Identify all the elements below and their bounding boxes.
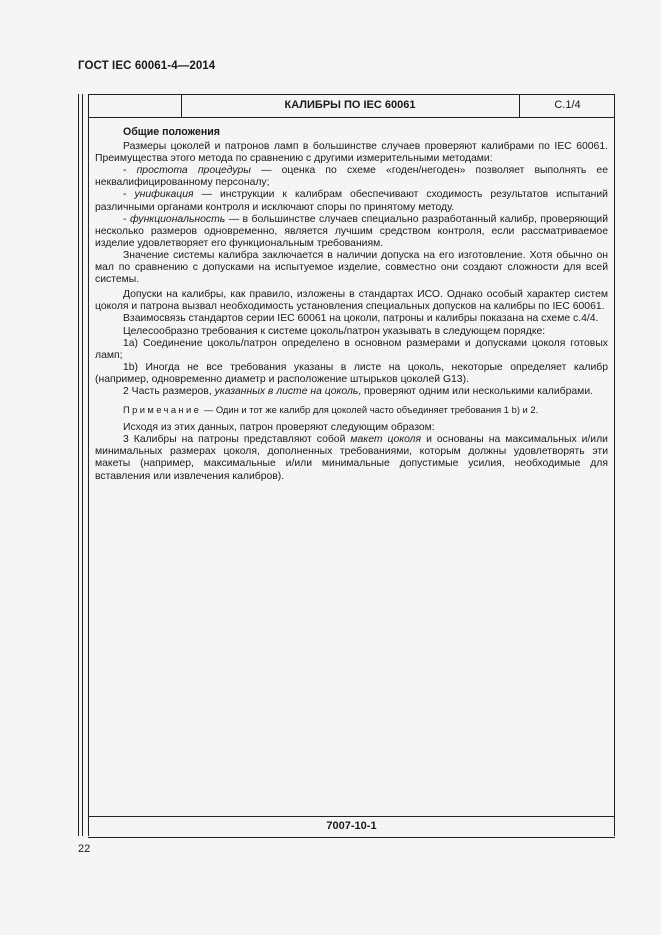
paragraph: Размеры цоколей и патронов ламп в большинстве случаев проверяют калибрами по IEC 60061. Преимущества этого метода по сравнению с другими измерительными методами: (95, 141, 608, 165)
paragraph: 1b) Иногда не все требования указаны в листе на цоколь, некоторые определяет калибр (например, одновременно диаметр и расположение штырьков цоколей G13). (95, 361, 608, 385)
list-item-term: унификация (134, 189, 194, 201)
document-body (95, 126, 608, 483)
frame-line (82, 94, 83, 836)
footer-code: 7007-10-1 (88, 816, 615, 838)
note-label: Примечание (123, 404, 202, 416)
paragraph: Исходя из этих данных, патрон проверяют следующим образом: (123, 422, 435, 434)
document-header: ГОСТ IEC 60061-4—2014 (78, 60, 216, 72)
paragraph: Значение системы калибра заключается в наличии допуска на его изготовление. Хотя обычно он мал по сравнению с допусками на испытуемое изделие, совместно они создают сложности для всей системы. (95, 249, 608, 286)
paragraph: 3 Калибры на патроны представляют собой макет цоколя и основаны на максимальных и/или минимальных размерах цоколя, дополненных требованиями, которым должны удовлетворять эти макеты (например, максимальные и/или минимальные допустимые усилия, необходимые для вставления или извлечения калибров). (95, 434, 608, 482)
paragraph: Целесообразно требования к системе цоколь/патрон указывать в следующем порядке: (123, 325, 546, 337)
paragraph: 1а) Соединение цоколь/патрон определено в основном размерами и допусками цоколя готовых ламп; (95, 337, 608, 361)
list-item: - функциональность — в большинстве случаев специально разработанный калибр, проверяющий несколько размеров одновременно, является лучшим средством контроля, если рассматриваемое изделие удовлетворяет его функциональным требованиям. (95, 213, 608, 249)
frame-line (78, 94, 79, 836)
list-item-term: функциональность (129, 213, 226, 225)
list-item: - простота процедуры — оценка по схеме «годен/негоден» позволяет выполнять ее неквалифицированному персоналу; (95, 165, 608, 189)
section-heading: Общие положения (123, 126, 220, 138)
frame-line (88, 94, 89, 836)
sheet-number: С.1/4 (554, 99, 581, 111)
sheet-title: КАЛИБРЫ ПО IEC 60061 (181, 95, 520, 117)
title-block (88, 94, 615, 118)
page-number: 22 (78, 843, 91, 855)
frame-line (614, 94, 615, 836)
list-item-term: простота процедуры (136, 165, 251, 177)
note: Примечание — Один и тот же калибр для цоколей часто объединяет требования 1 b) и 2. (123, 404, 539, 416)
list-item: - унификация — инструкции к калибрам обеспечивают сходимость результатов испытаний различными органами контроля и исключают споры по принятому методу. (95, 189, 608, 213)
paragraph: Допуски на калибры, как правило, изложены в стандартах ИСО. Однако особый характер систем цоколя и патрона вызвал необходимость установления специальных допусков на калибры по IEC 60061. (95, 289, 608, 313)
paragraph: 2 Часть размеров, указанных в листе на цоколь, проверяют одним или несколькими калибрами. (123, 385, 594, 397)
paragraph: Взаимосвязь стандартов серии IEC 60061 на цоколи, патроны и калибры показана на схеме с.4/4. (123, 313, 599, 325)
title-block-empty-cell (88, 95, 182, 117)
